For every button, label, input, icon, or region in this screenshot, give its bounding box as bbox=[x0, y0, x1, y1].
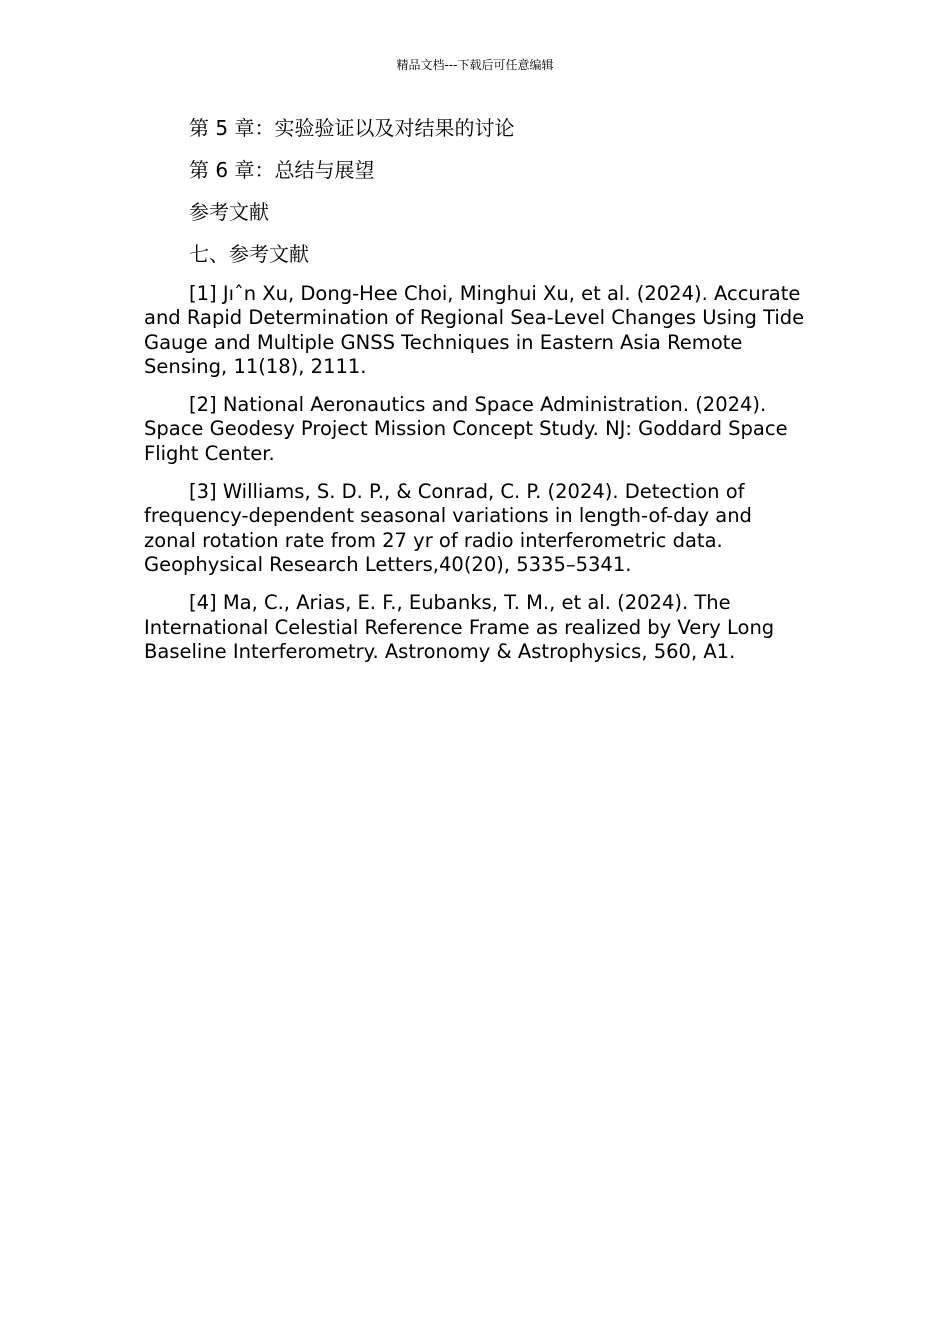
outline-item-references: 参考文献 bbox=[189, 200, 269, 224]
page-header: 精品文档---下载后可任意编辑 bbox=[396, 58, 554, 72]
reference-item-1: [1] Jıˆn Xu, Dong-Hee Choi, Minghui Xu, et al. (2024). Accurate and Rapid Determination of Regional Sea-Level Changes Using Tide Gauge and Multiple GNSS Techniques in Eastern Asia Remote Sensing, 11(18), 2111. bbox=[144, 282, 805, 378]
document-body bbox=[144, 114, 810, 678]
outline-item-chapter-5: 第 5 章：实验验证以及对结果的讨论 bbox=[189, 116, 515, 140]
reference-item-2: [2] National Aeronautics and Space Administration. (2024). Space Geodesy Project Mission Concept Study. NJ: Goddard Space Flight Center. bbox=[144, 393, 788, 465]
reference-list bbox=[144, 282, 810, 664]
reference-item-3: [3] Williams, S. D. P., & Conrad, C. P. (2024). Detection of frequency-dependent seasonal variations in length-of-day and zonal rotation rate from 27 yr of radio interferometric data. Geophysical Research Letters,40(20), 5335–5341. bbox=[144, 480, 752, 576]
section-heading: 七、参考文献 bbox=[189, 242, 309, 266]
outline-item-chapter-6: 第 6 章：总结与展望 bbox=[189, 158, 375, 182]
reference-item-4: [4] Ma, C., Arias, E. F., Eubanks, T. M., et al. (2024). The International Celestial Reference Frame as realized by Very Long Baseline Interferometry. Astronomy & Astrophysics, 560, A1. bbox=[144, 591, 775, 663]
